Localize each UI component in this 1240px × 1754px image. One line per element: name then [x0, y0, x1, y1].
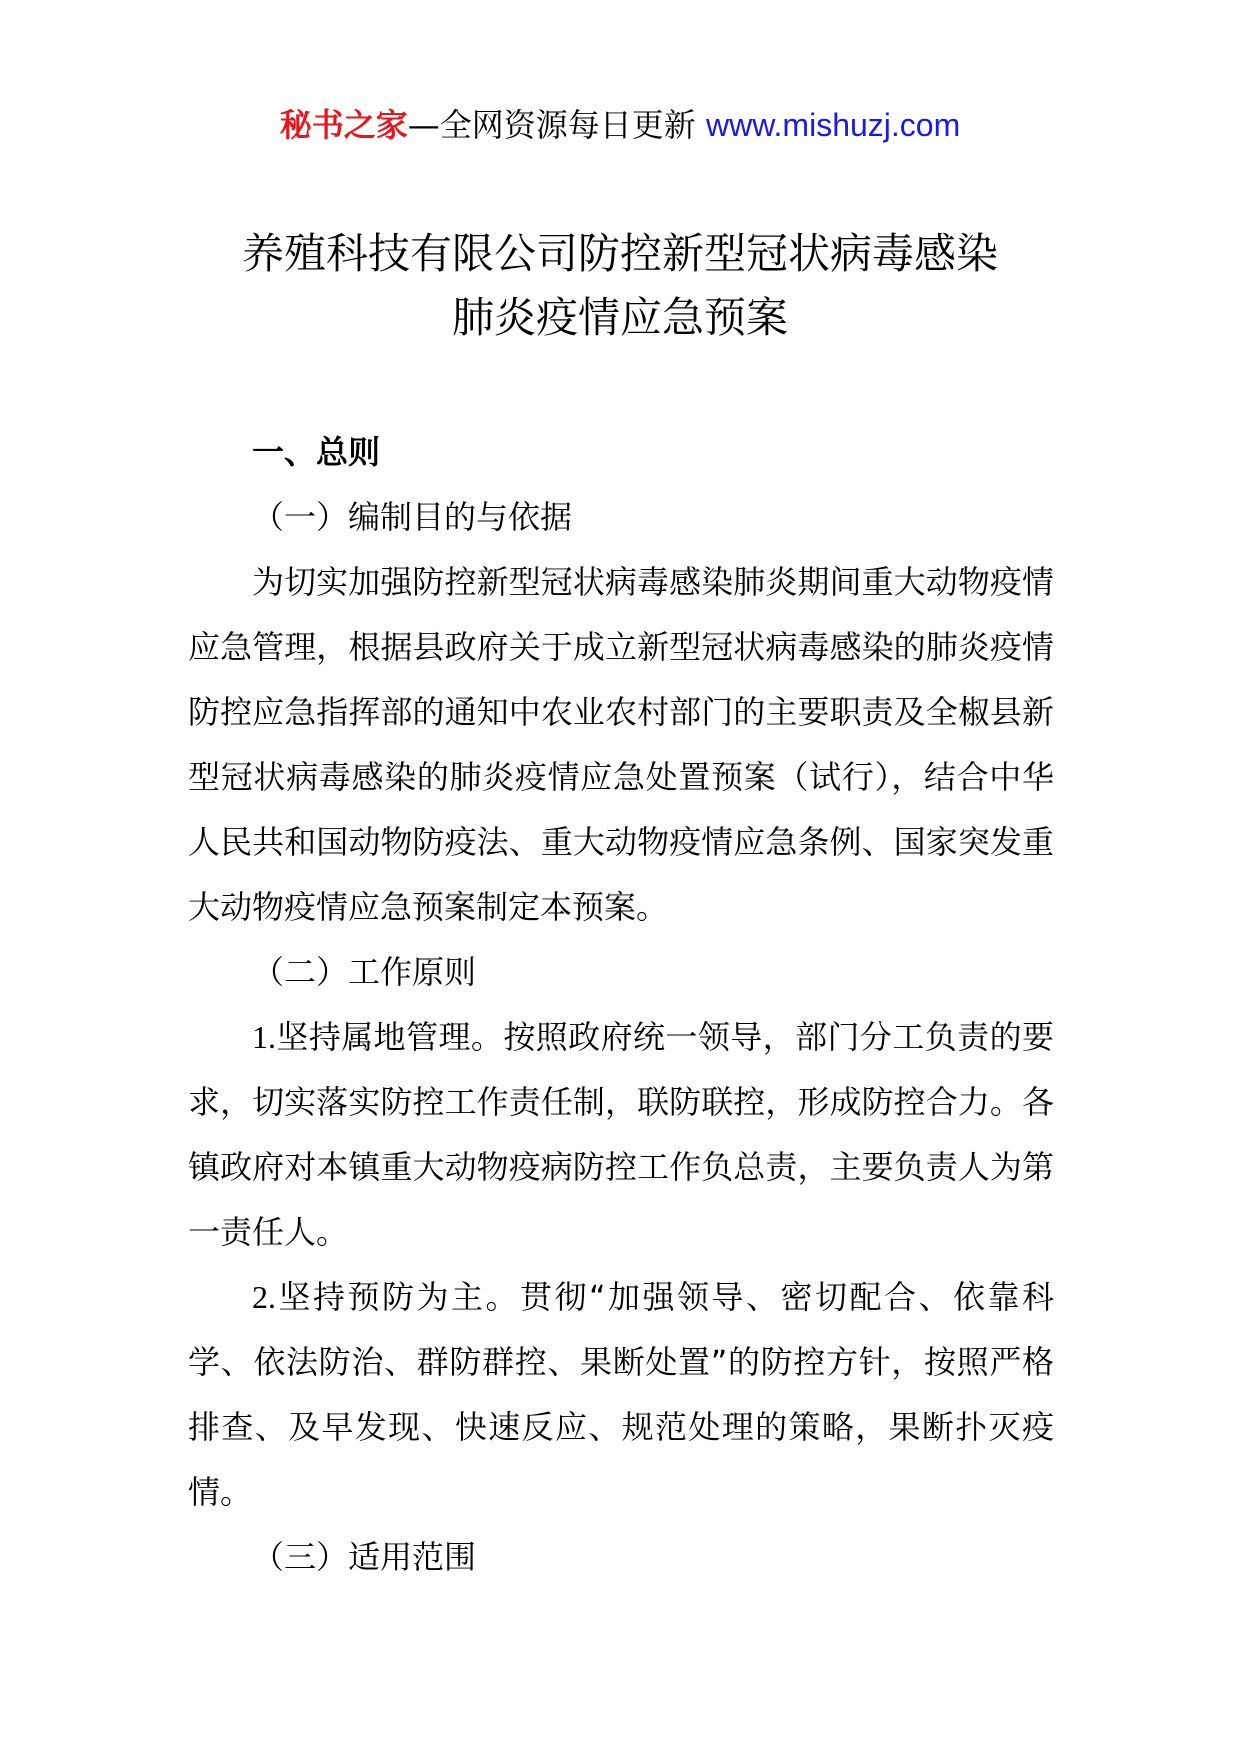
- subsection-heading-principles: （二）工作原则: [252, 953, 477, 991]
- subsection-heading-scope: （三）适用范围: [252, 1538, 477, 1576]
- site-name: 秘书之家: [279, 106, 408, 144]
- paragraph-principle-1: [188, 1005, 1054, 1265]
- site-slogan: —全网资源每日更新: [407, 106, 706, 144]
- principle-2-number: 2.: [252, 1279, 276, 1315]
- principle-1-number: 1.: [252, 1019, 276, 1055]
- site-header: [0, 100, 1240, 150]
- document-title-line-1: 养殖科技有限公司防控新型冠状病毒感染: [241, 229, 998, 278]
- site-url-link[interactable]: www.mishuzj.com: [705, 107, 961, 143]
- document-title-line-2: 肺炎疫情应急预案: [451, 293, 788, 342]
- document-title: [180, 222, 1060, 350]
- paragraph-principle-2: [188, 1265, 1054, 1525]
- document-body: [188, 420, 1054, 1590]
- principle-1-text: 坚持属地管理。按照政府统一领导，部门分工负责的要求，切实落实防控工作责任制，联防联控，形成防控合力。各镇政府对本镇重大动物疫病防控工作负总责，主要负责人为第一责任人。: [188, 1018, 1054, 1251]
- subsection-heading-purpose: （一）编制目的与依据: [252, 498, 573, 536]
- section-heading-general: 一、总则: [252, 433, 381, 471]
- paragraph-purpose: 为切实加强防控新型冠状病毒感染肺炎期间重大动物疫情应急管理，根据县政府关于成立新型冠状病毒感染的肺炎疫情防控应急指挥部的通知中农业农村部门的主要职责及全椒县新型冠状病毒感染的肺炎疫情应急处置预案（试行），结合中华人民共和国动物防疫法、重大动物疫情应急条例、国家突发重大动物疫情应急预案制定本预案。: [188, 563, 1054, 926]
- principle-2-text: 坚持预防为主。贯彻“加强领导、密切配合、依靠科学、依法防治、群防群控、果断处置”的防控方针，按照严格排查、及早发现、快速反应、规范处理的策略，果断扑灭疫情。: [188, 1278, 1054, 1511]
